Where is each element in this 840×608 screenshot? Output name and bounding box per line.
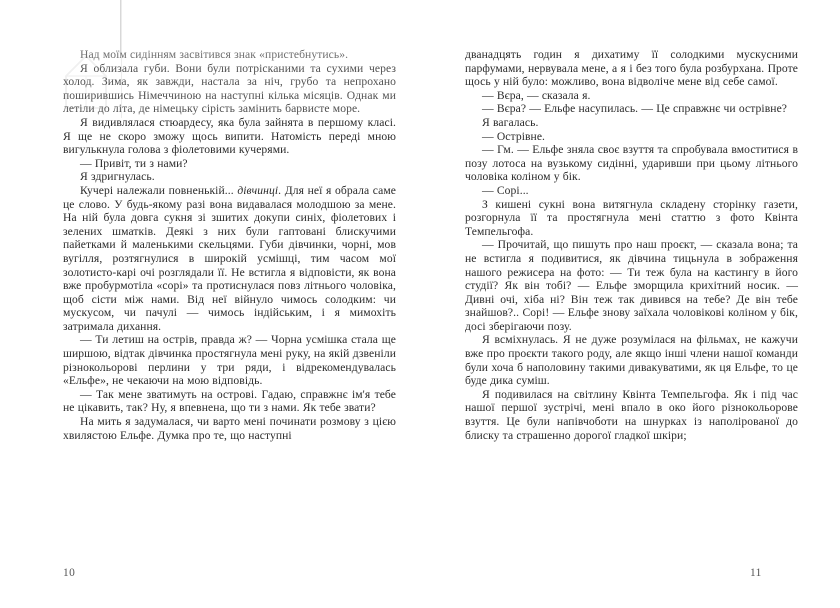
paragraph: — Гм. — Ельфе зняла своє взуття та спробувала вмоститися в позу лотоса на вузькому сидінні, ударивши при цьому літнього чоловіка коліном у бік. xyxy=(465,143,798,184)
paragraph: Я облизала губи. Вони були потрісканими та сухими через холод. Зима, як завжди, настала за ніч, грубо та непрохано поширившись Німеччиною на наступні кілька місяців. Однак ми летіли до літа, де німецьку сірість замінить барвисте море. xyxy=(63,61,396,116)
page-number-right: 11 xyxy=(750,567,762,579)
paragraph: Над моїм сидінням засвітився знак «пристебнутись». xyxy=(80,48,349,61)
page-right xyxy=(420,0,840,608)
paragraph: Я вагалась. xyxy=(482,115,539,129)
paragraph: З кишені сукні вона витягнула складену сторінку газети, розгорнула її та простягнула мені статтю з фото Квінта Темпельгофа. xyxy=(465,197,798,238)
paragraph: — Привіт, ти з нами? xyxy=(80,156,188,170)
paragraph-with-italic: Кучері належали повненькій... дівчинці. Для неї я обрала саме це слово. У будь-якому разі вона видавалася молодшою за мене. На ній була довга сукня зі зшитих докупи синіх, фіолетових і зелених шматків. Деякі з них були гаптовані блискучими пайетками й маленькими скельцями. Губи дівчинки, чорні, мов вугілля, розтягнулися в широкій усмішці, тим часом мої золотисто-карі очі розглядали її. Не встигла я відповісти, як вона вже пробурмотіла «сорі» та протиснулася повз літнього чоловіка, щоб сісти між нами. Від неї війнуло чимось солодким: чи мускусом, чи пачулі — чимось індійським, і я мимохіть затримала дихання. xyxy=(63,183,397,333)
paragraph: Я подивилася на світлину Квінта Темпельгофа. Як і під час нашої першої зустрічі, мені впало в око його різнокольорове взуття. Це були напівчоботи на шнурках із наполірованої до блиску та страшенно дорогої гладкої шкіри; xyxy=(465,387,798,442)
paragraph: — Вєра, — сказала я. xyxy=(482,88,591,102)
paragraph: дванадцять годин я дихатиму її солодкими мускусними парфумами, нервувала мене, а я і без того була розбурхана. Проте щось у ній було: можливо, вона відволіче мене від себе самої. xyxy=(465,48,798,89)
page-right-textblock xyxy=(465,48,798,442)
paragraph: — Сорі... xyxy=(482,183,529,197)
paragraph: — Ти летиш на острів, правда ж? — Чорна усмішка стала ще ширшою, відтак дівчинка простягнула мені руку, на якій дзвеніли різнокольорові перлини у три ряди, і відрекомендувалась «Ельфе», не чекаючи на мою відповідь. xyxy=(63,333,396,388)
paragraph: — Так мене зватимуть на острові. Гадаю, справжнє ім'я тебе не цікавить, так? Ну, я впевнена, що ти з нами. Як тебе звати? xyxy=(63,387,396,415)
paragraph: Я всміхнулась. Я не дуже розумілася на фільмах, не кажучи вже про проєкти такого роду, але якщо інші члени нашої команди були хоча б наполовину такими дивакуватими, як ця Ельфе, то це буде дика суміш. xyxy=(465,333,798,388)
paragraph: Я видивлялася стюардесу, яка була зайнята в першому класі. Я ще не скоро зможу щось випити. Натомість переді мною вигулькнула голова з фіолетовими кучерями. xyxy=(63,115,396,157)
page-left-textblock xyxy=(63,48,396,442)
paragraph: Я здригнулась. xyxy=(80,170,155,184)
paragraph: — Острівне. xyxy=(482,129,546,143)
paragraph: На мить я задумалася, чи варто мені починати розмову з цією хвилястою Ельфе. Думка про те, що наступні xyxy=(63,415,396,442)
paragraph: — Прочитай, що пишуть про наш проєкт, — сказала вона; та не встигла я подивитися, як дівчина тицьнула в зображення нашого режисера на фото: — Ти теж була на кастингу в його студії? Як він тобі? — Ельфе зморщила крихітний носик. — Дивні очі, хіба ні? Він теж так дивився на тебе? Де він тебе знайшов?.. Сорі! — Ельфе знову заїхала чоловікові коліном у бік, досі зберігаючи позу. xyxy=(465,238,798,333)
paragraph: — Вєра? — Ельфе насупилась. — Це справжнє чи острівне? xyxy=(482,102,788,116)
page-number-left: 10 xyxy=(63,567,76,579)
